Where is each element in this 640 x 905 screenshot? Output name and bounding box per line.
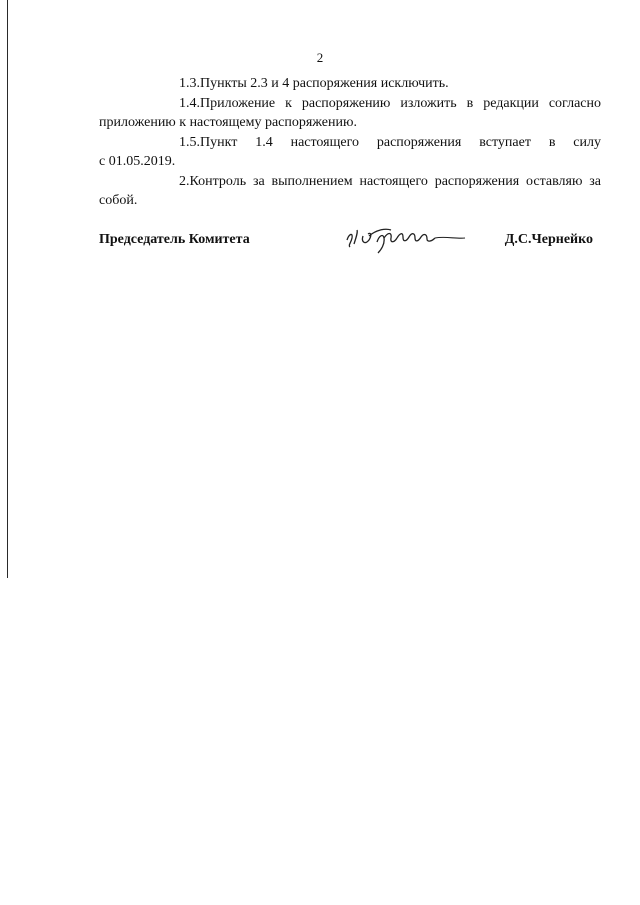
- paragraph-number: 1.4.: [179, 95, 200, 111]
- signer-name: Д.С.Чернейко: [504, 232, 593, 247]
- paragraph-number: 1.3.: [179, 76, 200, 91]
- paragraph-1-3: [99, 74, 601, 94]
- signature-block: [99, 226, 601, 260]
- paragraph-text: Контроль за выполнением настоящего распоряжения оставляю за собой.: [99, 173, 601, 208]
- paragraph-line-1: [99, 133, 601, 153]
- paragraph-text: Пункты 2.3 и 4 распоряжения исключить.: [200, 76, 449, 91]
- scan-edge-line: [7, 0, 8, 578]
- paragraph-text: Пункт 1.4 настоящего распоряжения вступает в силу: [200, 134, 601, 150]
- page-number: 2: [316, 50, 324, 65]
- paragraph-text: Приложение к распоряжению изложить в редакции согласно приложению к настоящему распоряжению.: [99, 95, 601, 130]
- paragraph-text-line-2: с 01.05.2019.: [99, 154, 176, 169]
- paragraph-number: 1.5.: [179, 134, 200, 150]
- handwritten-signature: [341, 218, 471, 258]
- paragraph-number: 2.: [179, 173, 190, 189]
- signer-title: Председатель Комитета: [99, 232, 250, 247]
- paragraph-2: [99, 172, 601, 211]
- paragraph-1-5: [99, 133, 601, 153]
- paragraph-1-5-continued: [99, 152, 601, 172]
- paragraph-1-4: [99, 94, 601, 133]
- document-body: [99, 74, 601, 211]
